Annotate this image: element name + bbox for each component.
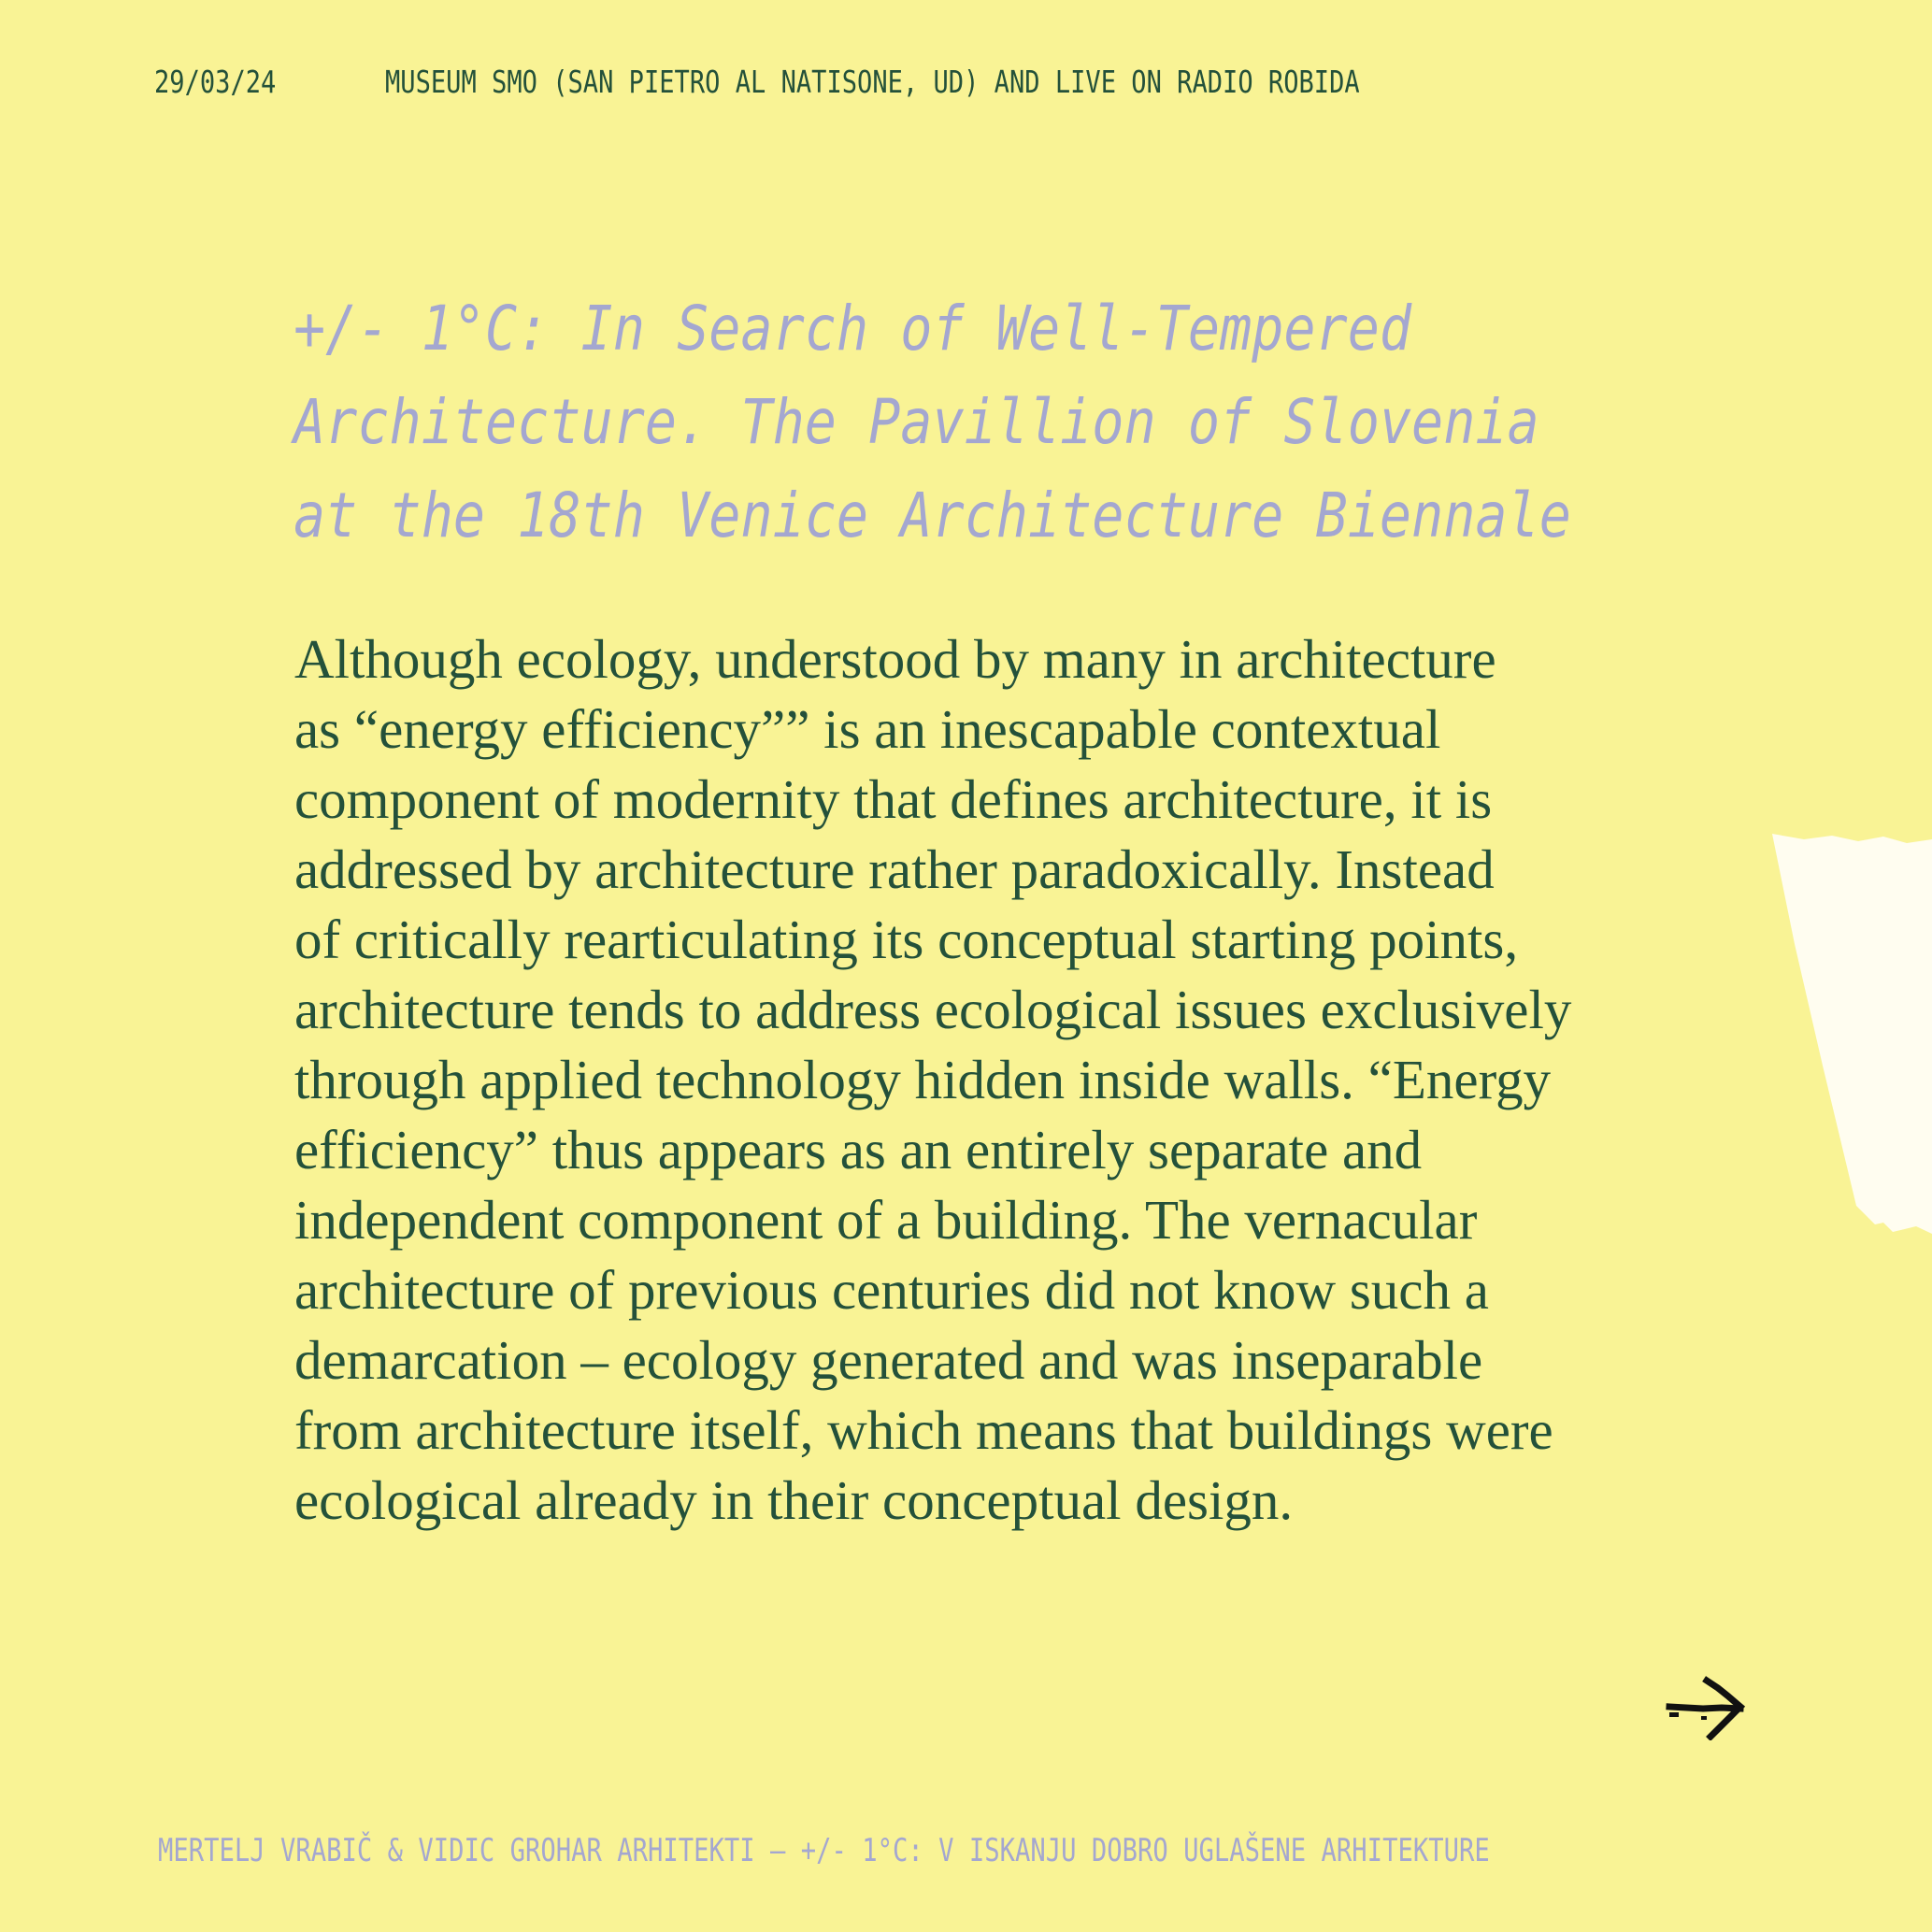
title-line: at the 18th Venice Architecture Biennale (293, 479, 1571, 551)
body-line: through applied technology hidden inside walls. “Energy (294, 1049, 1552, 1110)
header-date: 29/03/24 (154, 64, 277, 100)
body-line: component of modernity that defines architecture, it is (294, 768, 1493, 830)
body-line: efficiency” thus appears as an entirely separate and (294, 1119, 1423, 1181)
body-line: demarcation – ecology generated and was inseparable (294, 1329, 1483, 1391)
body-line: architecture of previous centuries did not know such a (294, 1259, 1489, 1321)
page-title (293, 282, 1571, 563)
body-paragraph (294, 624, 1622, 1536)
body-line: ecological already in their conceptual design. (294, 1469, 1294, 1531)
title-line: Architecture. The Pavillion of Slovenia (293, 386, 1539, 458)
paper-scrap-decoration (1767, 823, 1932, 1234)
title-line: +/- 1°C: In Search of Well-Tempered (293, 293, 1412, 365)
body-line: from architecture itself, which means that buildings were (294, 1399, 1553, 1461)
body-line: independent component of a building. The vernacular (294, 1189, 1478, 1251)
body-line: addressed by architecture rather paradoxically. Instead (294, 838, 1495, 900)
body-line: of critically rearticulating its conceptual starting points, (294, 909, 1519, 970)
body-line: Although ecology, understood by many in architecture (294, 628, 1496, 690)
arrow-right-icon[interactable] (1666, 1675, 1750, 1740)
body-line: as “energy efficiency”” is an inescapable contextual (294, 698, 1441, 760)
footer-credit: MERTELJ VRABIČ & VIDIC GROHAR ARHITEKTI – +/- 1°C: V ISKANJU DOBRO UGLAŠENE ARHITEKTURE (158, 1832, 1490, 1869)
body-line: architecture tends to address ecological issues exclusively (294, 979, 1572, 1040)
header-venue: MUSEUM SMO (SAN PIETRO AL NATISONE, UD) AND LIVE ON RADIO ROBIDA (385, 64, 1360, 100)
